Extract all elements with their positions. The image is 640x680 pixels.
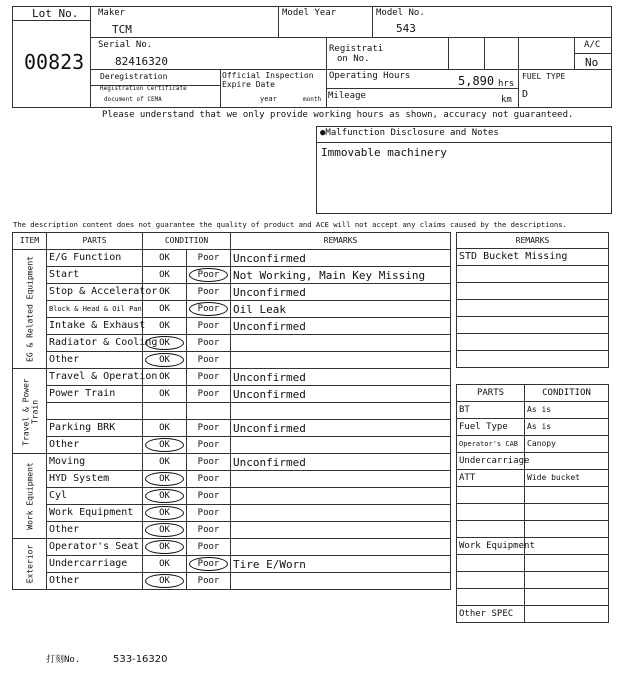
condition-poor-cell xyxy=(187,352,231,369)
condition-ok-label: OK xyxy=(159,524,170,535)
part-name: Moving xyxy=(47,454,143,471)
condition-ok-label: OK xyxy=(159,303,170,314)
condition-ok-cell xyxy=(143,556,187,573)
table-row xyxy=(457,334,609,351)
condition-poor-cell xyxy=(187,386,231,403)
table-row xyxy=(13,488,451,505)
table-row xyxy=(457,436,609,453)
condition-poor-label: Poor xyxy=(197,490,220,501)
part-name: Stop & Accelerator xyxy=(47,284,143,301)
part-name: E/G Function xyxy=(47,250,143,267)
table-row xyxy=(457,504,609,521)
table-row xyxy=(457,266,609,283)
table-row xyxy=(13,471,451,488)
table-row xyxy=(13,556,451,573)
maker-value: TCM xyxy=(112,23,132,36)
condition-ok-label: OK xyxy=(159,269,170,280)
remark-cell xyxy=(231,471,451,488)
right-remark-cell xyxy=(457,351,609,368)
table-row xyxy=(13,318,451,335)
remark-cell xyxy=(231,488,451,505)
right-remarks-table xyxy=(456,232,609,368)
condition-ok-label: OK xyxy=(159,320,170,331)
remark-cell: Tire E/Worn xyxy=(231,556,451,573)
table-row xyxy=(457,351,609,368)
remark-cell xyxy=(231,539,451,556)
serial-label: Serial No. xyxy=(98,40,153,50)
condition-ok-cell xyxy=(143,471,187,488)
remark-cell xyxy=(231,403,451,420)
table-row xyxy=(457,521,609,538)
right-part-condition: As is xyxy=(525,419,609,436)
selected-circle-mark xyxy=(145,472,184,486)
table-row xyxy=(13,335,451,352)
condition-ok-cell xyxy=(143,267,187,284)
part-name: Other xyxy=(47,522,143,539)
right-part-condition xyxy=(525,589,609,606)
condition-ok-cell xyxy=(143,573,187,590)
condition-ok-cell xyxy=(143,403,187,420)
mileage-label: Mileage xyxy=(328,91,366,101)
right-part-name xyxy=(457,487,525,504)
table-row xyxy=(13,573,451,590)
condition-poor-cell xyxy=(187,369,231,386)
part-name xyxy=(47,403,143,420)
right-part-condition xyxy=(525,521,609,538)
table-row xyxy=(457,538,609,555)
right-part-condition: As is xyxy=(525,402,609,419)
part-name: Start xyxy=(47,267,143,284)
remarks-header: REMARKS xyxy=(231,233,451,250)
year-label: year xyxy=(260,95,277,103)
stamp-value: 533-16320 xyxy=(113,654,168,665)
selected-circle-mark xyxy=(145,523,184,537)
remark-cell xyxy=(231,437,451,454)
right-part-condition: Wide bucket xyxy=(525,470,609,487)
part-name: Work Equipment xyxy=(47,505,143,522)
condition-poor-label: Poor xyxy=(197,337,220,348)
table-row xyxy=(13,539,451,556)
remark-cell: Unconfirmed xyxy=(231,420,451,437)
part-name: Operator's Seat xyxy=(47,539,143,556)
remark-cell xyxy=(231,505,451,522)
part-name: Cyl xyxy=(47,488,143,505)
condition-poor-label: Poor xyxy=(197,575,220,586)
right-part-name xyxy=(457,555,525,572)
condition-poor-cell xyxy=(187,420,231,437)
remark-cell xyxy=(231,573,451,590)
condition-ok-label: OK xyxy=(159,558,170,569)
right-remark-cell xyxy=(457,317,609,334)
right-part-condition: Canopy xyxy=(525,436,609,453)
selected-circle-mark xyxy=(189,302,228,316)
right-part-condition xyxy=(525,606,609,623)
right-remark-cell xyxy=(457,283,609,300)
model-no-label: Model No. xyxy=(376,8,425,18)
part-name: Power Train xyxy=(47,386,143,403)
condition-poor-cell xyxy=(187,556,231,573)
table-row xyxy=(13,505,451,522)
condition-poor-label: Poor xyxy=(197,269,220,280)
condition-poor-cell xyxy=(187,437,231,454)
condition-poor-cell xyxy=(187,318,231,335)
condition-ok-cell xyxy=(143,505,187,522)
condition-header: CONDITION xyxy=(143,233,231,250)
month-label: month xyxy=(303,96,322,103)
condition-ok-label: OK xyxy=(159,575,170,586)
table-row xyxy=(13,267,451,284)
remark-cell: Unconfirmed xyxy=(231,386,451,403)
condition-ok-cell xyxy=(143,539,187,556)
item-group-cell xyxy=(13,539,47,590)
right-remark-cell xyxy=(457,266,609,283)
fuel-type-label: FUEL TYPE xyxy=(522,72,566,81)
condition-poor-cell xyxy=(187,267,231,284)
table-row xyxy=(457,589,609,606)
condition-poor-label: Poor xyxy=(197,524,220,535)
part-name: HYD System xyxy=(47,471,143,488)
part-name: Parking BRK xyxy=(47,420,143,437)
condition-poor-cell xyxy=(187,335,231,352)
malfunction-title: ●Malfunction Disclosure and Notes xyxy=(320,128,499,138)
operating-hours-value: 5,890 xyxy=(458,74,495,88)
item-group-cell xyxy=(13,250,47,369)
table-row xyxy=(457,317,609,334)
condition-ok-label: OK xyxy=(159,388,170,399)
item-group-label: EG & Related Equipment xyxy=(25,255,34,362)
condition-poor-label: Poor xyxy=(197,303,220,314)
remark-cell: Unconfirmed xyxy=(231,250,451,267)
condition-poor-label: Poor xyxy=(197,371,220,382)
condition-ok-label: OK xyxy=(159,473,170,484)
table-row xyxy=(13,437,451,454)
right-part-condition xyxy=(525,504,609,521)
condition-ok-label: OK xyxy=(159,371,170,382)
right-part-name xyxy=(457,572,525,589)
parts-header: PARTS xyxy=(47,233,143,250)
condition-ok-cell xyxy=(143,369,187,386)
condition-poor-cell xyxy=(187,488,231,505)
condition-poor-cell xyxy=(187,284,231,301)
malfunction-text: Immovable machinery xyxy=(321,146,447,159)
registration-certificate-label: Registration Certificate xyxy=(100,85,187,92)
condition-poor-label: Poor xyxy=(197,558,220,569)
condition-ok-label: OK xyxy=(159,439,170,450)
table-row xyxy=(13,420,451,437)
condition-poor-cell xyxy=(187,471,231,488)
table-row xyxy=(13,301,451,318)
condition-poor-cell xyxy=(187,454,231,471)
table-row xyxy=(13,454,451,471)
hrs-unit: hrs xyxy=(498,79,515,89)
item-group-cell xyxy=(13,369,47,454)
table-row xyxy=(457,419,609,436)
condition-poor-label: Poor xyxy=(197,541,220,552)
part-name: Other xyxy=(47,573,143,590)
remark-cell xyxy=(231,522,451,539)
remark-cell xyxy=(231,352,451,369)
table-row xyxy=(457,283,609,300)
part-name: Radiator & Cooling xyxy=(47,335,143,352)
condition-poor-label: Poor xyxy=(197,388,220,399)
condition-ok-cell xyxy=(143,250,187,267)
condition-poor-label: Poor xyxy=(197,507,220,518)
condition-poor-label: Poor xyxy=(197,456,220,467)
remark-cell: Unconfirmed xyxy=(231,369,451,386)
table-row xyxy=(13,522,451,539)
right-parts-header: PARTS xyxy=(457,385,525,402)
model-no-value: 543 xyxy=(396,22,416,35)
item-group-label: Exterior xyxy=(25,544,34,583)
selected-circle-mark xyxy=(145,336,184,350)
table-row xyxy=(13,250,451,267)
condition-poor-label: Poor xyxy=(197,422,220,433)
condition-poor-label: Poor xyxy=(197,286,220,297)
ac-value: No xyxy=(585,56,599,69)
registration-label-1: Registrati xyxy=(329,44,384,54)
condition-ok-label: OK xyxy=(159,286,170,297)
condition-poor-cell xyxy=(187,522,231,539)
remark-cell: Unconfirmed xyxy=(231,284,451,301)
right-part-name xyxy=(457,504,525,521)
cema-document-label: document of CEMA xyxy=(104,96,162,103)
right-part-condition xyxy=(525,572,609,589)
part-name: Travel & Operation xyxy=(47,369,143,386)
condition-poor-cell xyxy=(187,539,231,556)
table-row xyxy=(457,453,609,470)
table-row xyxy=(457,470,609,487)
part-name: Other xyxy=(47,352,143,369)
condition-ok-cell xyxy=(143,301,187,318)
right-remarks-header: REMARKS xyxy=(457,233,609,249)
condition-poor-cell xyxy=(187,573,231,590)
condition-poor-cell xyxy=(187,301,231,318)
condition-ok-cell xyxy=(143,284,187,301)
remark-cell: Unconfirmed xyxy=(231,454,451,471)
condition-poor-label: Poor xyxy=(197,252,220,263)
right-part-condition xyxy=(525,487,609,504)
condition-ok-cell xyxy=(143,437,187,454)
ac-label: A/C xyxy=(584,40,601,50)
item-group-label: Work Equipment xyxy=(25,461,34,530)
table-row xyxy=(457,487,609,504)
inspection-label-1: Official Inspection xyxy=(222,71,314,80)
remark-cell xyxy=(231,335,451,352)
condition-ok-cell xyxy=(143,420,187,437)
right-part-condition xyxy=(525,538,609,555)
condition-ok-label: OK xyxy=(159,252,170,263)
condition-ok-label: OK xyxy=(159,422,170,433)
part-name: Block & Head & Oil Pan xyxy=(47,301,143,318)
right-parts-table xyxy=(456,384,609,623)
condition-ok-cell xyxy=(143,454,187,471)
selected-circle-mark xyxy=(145,574,184,588)
lot-number: 00823 xyxy=(24,50,85,74)
inspection-label-2: Expire Date xyxy=(222,80,275,89)
condition-ok-label: OK xyxy=(159,507,170,518)
table-row xyxy=(457,572,609,589)
condition-ok-cell xyxy=(143,386,187,403)
table-row xyxy=(457,300,609,317)
condition-ok-cell xyxy=(143,522,187,539)
condition-poor-label: Poor xyxy=(197,473,220,484)
item-group-cell xyxy=(13,454,47,539)
right-part-name: Undercarriage xyxy=(457,453,525,470)
selected-circle-mark xyxy=(145,489,184,503)
condition-poor-cell xyxy=(187,250,231,267)
condition-ok-cell xyxy=(143,318,187,335)
condition-ok-label: OK xyxy=(159,337,170,348)
registration-label-2: on No. xyxy=(337,54,370,64)
condition-table xyxy=(12,232,451,590)
selected-circle-mark xyxy=(145,353,184,367)
right-part-name: Operator's CAB xyxy=(457,436,525,453)
fuel-type-value: D xyxy=(522,89,529,100)
right-part-name: Fuel Type xyxy=(457,419,525,436)
condition-poor-cell xyxy=(187,403,231,420)
condition-ok-label: OK xyxy=(159,490,170,501)
condition-ok-cell xyxy=(143,488,187,505)
right-condition-header: CONDITION xyxy=(525,385,609,402)
condition-ok-label: OK xyxy=(159,456,170,467)
serial-value: 82416320 xyxy=(115,55,168,68)
condition-poor-label: Poor xyxy=(197,320,220,331)
condition-ok-label: OK xyxy=(159,541,170,552)
remark-cell: Oil Leak xyxy=(231,301,451,318)
right-part-name xyxy=(457,521,525,538)
condition-ok-cell xyxy=(143,335,187,352)
condition-ok-label: OK xyxy=(159,354,170,365)
table-row xyxy=(457,606,609,623)
condition-poor-label: Poor xyxy=(197,354,220,365)
right-part-name: Other SPEC xyxy=(457,606,525,623)
table-row xyxy=(457,249,609,266)
km-unit: km xyxy=(501,95,512,105)
maker-label: Maker xyxy=(98,8,126,18)
table-row xyxy=(457,402,609,419)
model-year-label: Model Year xyxy=(282,8,337,18)
item-header: ITEM xyxy=(13,233,47,250)
right-part-condition xyxy=(525,453,609,470)
right-part-condition xyxy=(525,555,609,572)
condition-poor-label: Poor xyxy=(197,439,220,450)
condition-poor-cell xyxy=(187,505,231,522)
right-part-name: BT xyxy=(457,402,525,419)
right-remark-cell: STD Bucket Missing xyxy=(457,249,609,266)
lot-label: Lot No. xyxy=(32,7,79,20)
selected-circle-mark xyxy=(145,540,184,554)
right-remark-cell xyxy=(457,334,609,351)
malfunction-box xyxy=(316,126,612,214)
table-row xyxy=(13,352,451,369)
remark-cell: Not Working, Main Key Missing xyxy=(231,267,451,284)
part-name: Other xyxy=(47,437,143,454)
part-name: Intake & Exhaust xyxy=(47,318,143,335)
deregistration-label: Deregistration xyxy=(100,72,168,81)
item-group-label: Travel & Power Train xyxy=(21,377,39,446)
table-row xyxy=(13,369,451,386)
part-name: Undercarriage xyxy=(47,556,143,573)
remark-cell: Unconfirmed xyxy=(231,318,451,335)
right-remark-cell xyxy=(457,300,609,317)
hours-notice: Please understand that we only provide working hours as shown, accuracy not guaranteed. xyxy=(102,110,574,120)
selected-circle-mark xyxy=(189,268,228,282)
condition-ok-cell xyxy=(143,352,187,369)
table-row xyxy=(457,555,609,572)
selected-circle-mark xyxy=(145,438,184,452)
table-row xyxy=(13,284,451,301)
right-part-name xyxy=(457,589,525,606)
table-row xyxy=(13,403,451,420)
right-part-name: ATT xyxy=(457,470,525,487)
stamp-label: 打刻No. xyxy=(46,655,81,665)
table-row xyxy=(13,386,451,403)
operating-hours-label: Operating Hours xyxy=(329,71,411,81)
selected-circle-mark xyxy=(189,557,228,571)
disclaimer: The description content does not guarantee the quality of product and ACE will not accept any claims caused by the descriptions. xyxy=(13,220,567,229)
selected-circle-mark xyxy=(145,506,184,520)
right-part-name: Work Equipment xyxy=(457,538,525,555)
